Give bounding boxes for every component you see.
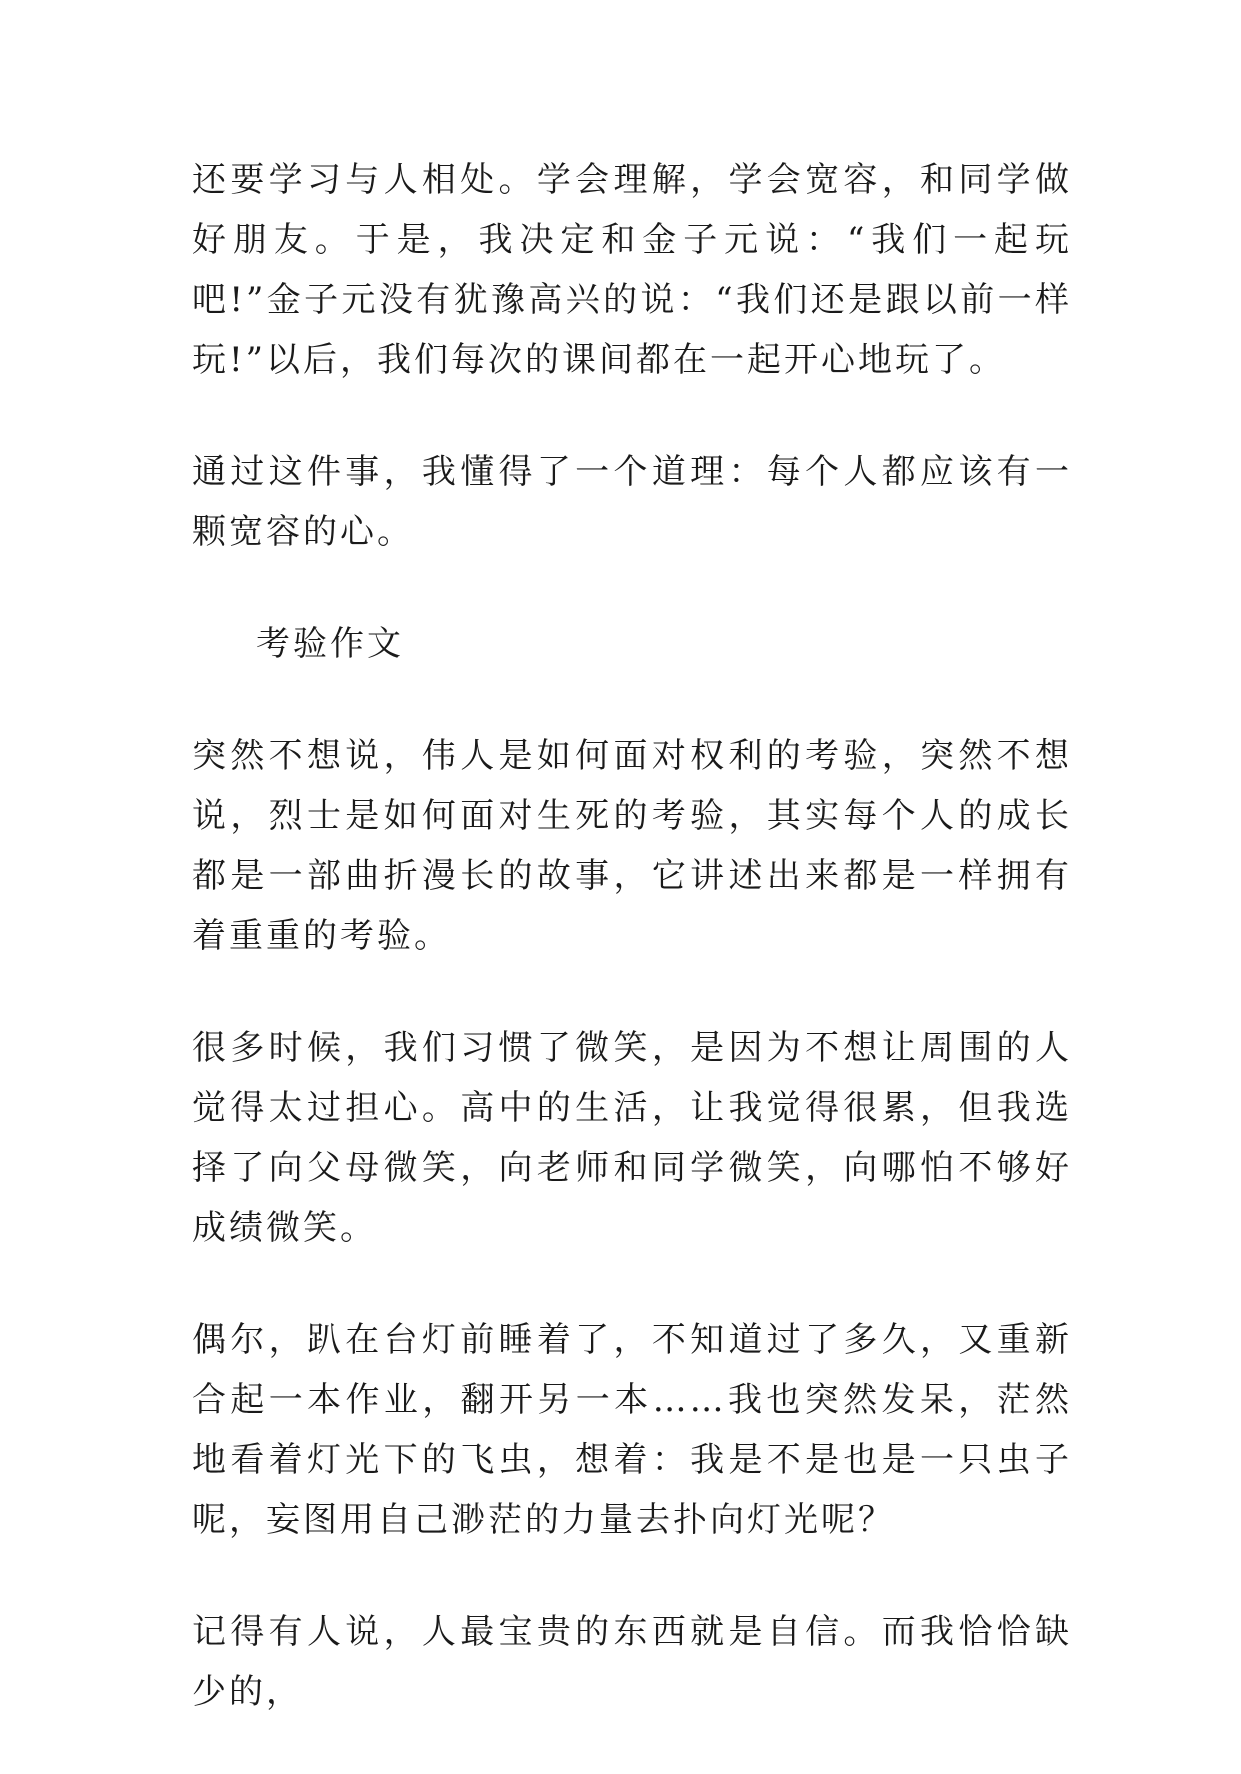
paragraph-5: 偶尔，趴在台灯前睡着了，不知道过了多久，又重新合起一本作业，翻开另一本……我也突然发呆，茫然地看着灯光下的飞虫，想着：我是不是也是一只虫子呢，妄图用自己渺茫的力量去扑向灯光呢？ [192, 1320, 1072, 1540]
essay-title: 考验作文 [256, 624, 404, 664]
document-body [192, 150, 1072, 1774]
paragraph-4: 很多时候，我们习惯了微笑，是因为不想让周围的人觉得太过担心。高中的生活，让我觉得很累，但我选择了向父母微笑，向老师和同学微笑，向哪怕不够好成绩微笑。 [192, 1028, 1072, 1248]
paragraph-1: 还要学习与人相处。学会理解，学会宽容，和同学做好朋友。于是，我决定和金子元说：“我们一起玩吧!”金子元没有犹豫高兴的说：“我们还是跟以前一样玩!”以后，我们每次的课间都在一起开心地玩了。 [192, 160, 1072, 380]
paragraph-3: 突然不想说，伟人是如何面对权利的考验，突然不想说，烈士是如何面对生死的考验，其实每个人的成长都是一部曲折漫长的故事，它讲述出来都是一样拥有着重重的考验。 [192, 736, 1072, 956]
paragraph-2: 通过这件事，我懂得了一个道理：每个人都应该有一颗宽容的心。 [192, 452, 1072, 552]
paragraph-6: 记得有人说，人最宝贵的东西就是自信。而我恰恰缺少的， [192, 1612, 1072, 1712]
